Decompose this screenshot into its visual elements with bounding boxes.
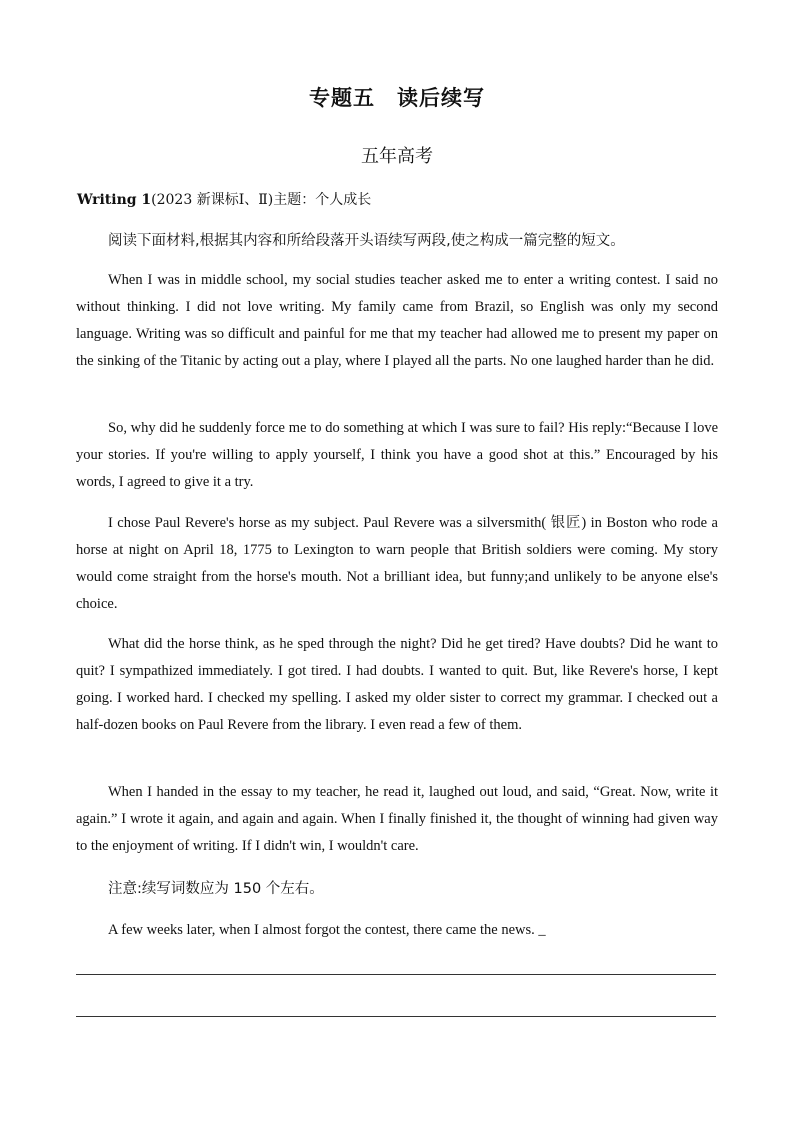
question-label: Writing 1 — [77, 192, 152, 208]
word-count-note: 注意:续写词数应为 150 个左右。 — [108, 881, 324, 897]
passage-paragraph-1: When I was in middle school, my social studies teacher asked me to enter a writing contest. I said no without thinking. I did not love writing. My family came from Brazil, so English was only my second language. Writing was so difficult and painful for me that my teacher had allowed me to present my paper on the sinking of the Titanic by acting out a play, where I played all the parts. No one laughed harder than he did. — [76, 272, 718, 369]
question-source-topic: (2023 新课标Ⅰ、Ⅱ)主题：个人成长 — [151, 192, 372, 208]
question-heading — [77, 189, 371, 209]
answer-line-2[interactable] — [76, 1016, 716, 1017]
passage-paragraph-3: I chose Paul Revere's horse as my subject. Paul Revere was a silversmith( 银匠) in Boston who rode a horse at night on April 18, 1775 to Lexington to warn people that British soldiers were coming. My story would come straight from the horse's mouth. Not a brilliant idea, but funny;and unlikely to be anyone else's choice. — [76, 515, 718, 612]
passage-paragraph-2: So, why did he suddenly force me to do something at which I was sure to fail? His reply:“Because I love your stories. If you're willing to apply yourself, I think you have a good shot at this.” Encouraged by his words, I agreed to give it a try. — [76, 420, 718, 490]
page-title: 专题五 读后续写 — [309, 86, 485, 110]
passage-paragraph-5: When I handed in the essay to my teacher, he read it, laughed out loud, and said, “Great. Now, write it again.” I wrote it again, and again and again. When I finally finished it, the thought of winning had given way to the enjoyment of writing. If I didn't win, I wouldn't care. — [76, 784, 718, 854]
passage-paragraph-4: What did the horse think, as he sped through the night? Did he get tired? Have doubts? Did he want to quit? I sympathized immediately. I got tired. I had doubts. I wanted to quit. But, like Revere's horse, I kept going. I worked hard. I checked my spelling. I asked my older sister to correct my grammar. I checked out a half-dozen books on Paul Revere from the library. I even read a few of them. — [76, 636, 718, 733]
question-instruction: 阅读下面材料,根据其内容和所给段落开头语续写两段,使之构成一篇完整的短文。 — [108, 233, 625, 249]
section-subtitle: 五年高考 — [361, 146, 433, 167]
continuation-prompt: A few weeks later, when I almost forgot the contest, there came the news. _ — [108, 922, 546, 938]
answer-line-1[interactable] — [76, 974, 716, 975]
